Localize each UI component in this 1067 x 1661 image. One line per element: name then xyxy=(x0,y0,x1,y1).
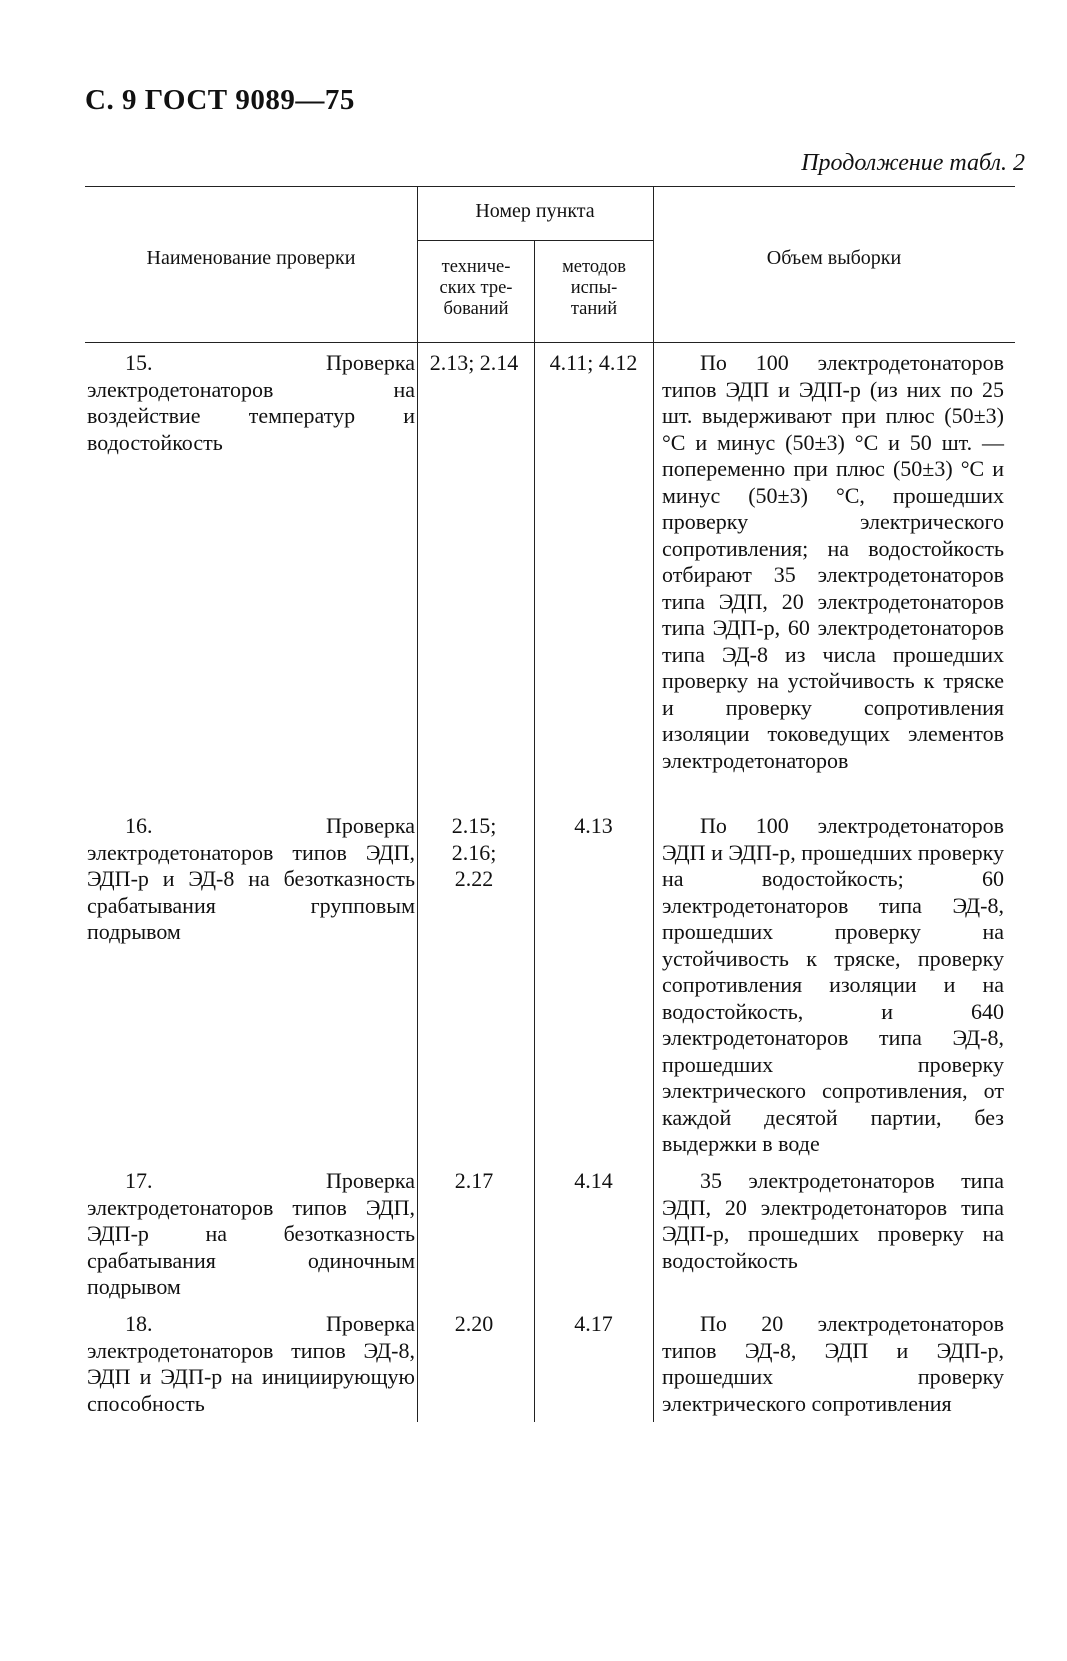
table-row-18-volume: По 20 электродетонаторов типов ЭД-8, ЭДП и ЭДП-р, прошедших проверку электрического сопротивления xyxy=(662,1311,1004,1416)
table-continuation-label: Продолжение табл. 2 xyxy=(801,150,1025,176)
table-row-17-methods: 4.14 xyxy=(574,1168,613,1193)
column-header-tech-requirements: техниче- ских тре- бований xyxy=(439,257,513,319)
table-row-17-tech: 2.17 xyxy=(454,1168,494,1193)
header-group-rule xyxy=(417,240,653,241)
header-bottom-rule xyxy=(85,342,1015,343)
table-row-16-volume: По 100 электродетонаторов ЭДП и ЭДП-р, прошедших проверку на водостойкость; 60 электродетонаторов типа ЭД-8, прошедших проверку на устойчивость к тряске, проверку сопротивления изоляции и на водостойкость, и 640 электродетонаторов типа ЭД-8, прошедших проверку электрического сопротивления, от каждой десятой партии, без выдержки в воде xyxy=(662,813,1005,1156)
column-header-clause-group: Номер пункта xyxy=(475,200,595,222)
column-header-sample-size: Объем выборки xyxy=(766,247,902,269)
table-top-rule xyxy=(85,186,1015,187)
table-row-16-name: 16. Проверка электродетонаторов типов ЭДП, ЭДП-р и ЭД-8 на безотказность срабатывания групповым подрывом xyxy=(87,813,415,944)
page-header: С. 9 ГОСТ 9089—75 xyxy=(85,84,355,116)
table-row-18-methods: 4.17 xyxy=(574,1311,613,1336)
column-divider-3 xyxy=(653,186,654,1422)
table-row-15-methods: 4.11; 4.12 xyxy=(549,350,638,375)
table-row-15-name: 15. Проверка электродетонаторов на воздействие температур и водостойкость xyxy=(87,350,415,455)
column-divider-1 xyxy=(417,186,418,1422)
table-row-16-tech: 2.15; 2.16; 2.22 xyxy=(451,813,497,891)
table-row-17-volume: 35 электродетонаторов типа ЭДП, 20 электродетонаторов типа ЭДП-р, прошедших проверку на водостойкость xyxy=(662,1168,1004,1273)
table-row-15-tech: 2.13; 2.14 xyxy=(429,350,519,375)
table-row-18-tech: 2.20 xyxy=(454,1311,494,1336)
table-row-15-volume: По 100 электродетонаторов типов ЭДП и ЭДП-р (из них по 25 шт. выдерживают при плюс (50±3) °С и минус (50±3) °С и 50 шт. — попеременно при плюс (50±3) °С и минус (50±3) °С, прошедших проверку электрического сопротивления; на водостойкость отбирают 35 электродетонаторов типа ЭДП, 20 электродетонаторов типа ЭДП-р, 60 электродетонаторов типа ЭД-8 из числа прошедших проверку на устойчивость к тряске и проверку сопротивления изоляции токоведущих элементов электродетонаторов xyxy=(662,350,1004,773)
table-row-16-methods: 4.13 xyxy=(574,813,613,838)
table-row-17-name: 17. Проверка электродетонаторов типов ЭДП, ЭДП-р на безотказность срабатывания одиночным подрывом xyxy=(87,1168,415,1299)
column-header-name: Наименование проверки xyxy=(146,247,356,269)
column-header-test-methods: методов испы- таний xyxy=(562,257,626,319)
table-row-18-name: 18. Проверка электродетонаторов типов ЭД-8, ЭДП и ЭДП-р на инициирующую способность xyxy=(87,1311,415,1416)
